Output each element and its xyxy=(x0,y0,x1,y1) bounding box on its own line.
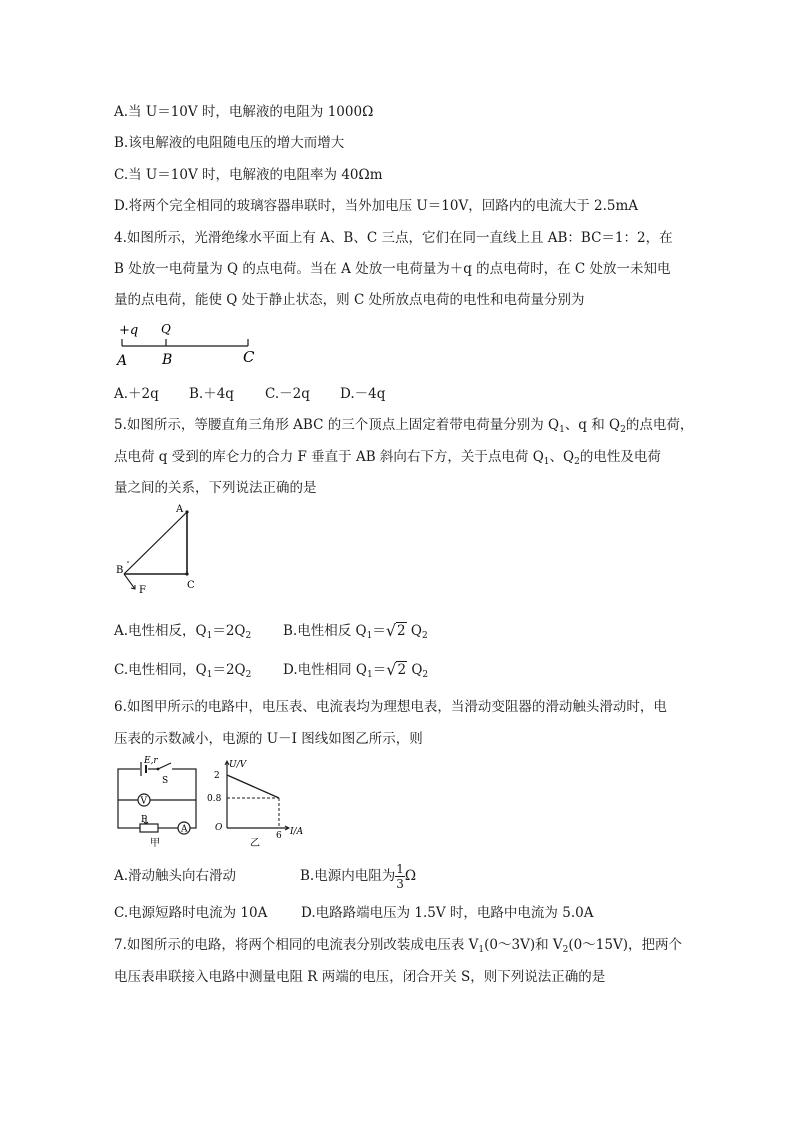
q5-option-d xyxy=(283,660,428,685)
q5-edge-ab xyxy=(124,512,187,574)
q7-l1-post: (0～15V)，把两个 xyxy=(568,937,682,953)
q5-c-pre: C.电性相同，Q xyxy=(114,662,207,678)
q4-label-c: C xyxy=(243,348,255,366)
q5-b-mid: ＝ xyxy=(372,623,386,639)
q6-origin: O xyxy=(215,823,223,833)
q6-option-d: D.电路路端电压为 1.5V 时，电路中电流为 5.0A xyxy=(301,905,594,921)
q6-voltmeter-label: V xyxy=(140,796,147,807)
q5-b-sub2: 2 xyxy=(421,631,428,641)
q6-caption-yi: 乙 xyxy=(250,838,260,848)
q5-a-pre: A.电性相反，Q xyxy=(114,623,207,639)
q7-stem-line2: 电压表串联接入电路中测量电阻 R 两端的电压，闭合开关 S，则下列说法正确的是 xyxy=(114,969,606,985)
q5-a-mid: ＝2Q xyxy=(212,623,246,639)
q6-switch-pivot xyxy=(157,768,160,771)
q5-l1-sub1: 1 xyxy=(559,425,565,435)
q4-option-c: C.－2q xyxy=(265,386,310,402)
q5-d-post: Q xyxy=(407,662,423,678)
q6-y-label: U/V xyxy=(229,760,247,770)
q5-l1-text: 5.如图所示，等腰直角三角形 ABC 的三个顶点上固定着带电荷量分别为 Q xyxy=(114,417,560,433)
q6-option-c: C.电源短路时电流为 10A xyxy=(114,905,268,921)
q4-label-a: A xyxy=(117,353,128,369)
q6-circuit-frame xyxy=(118,769,196,828)
q5-stem-line3: 量之间的关系，下列说法正确的是 xyxy=(114,480,317,496)
q5-point-a xyxy=(185,510,188,513)
q5-l1-post: 的点电荷， xyxy=(625,417,694,433)
q5-d-sub1: 1 xyxy=(367,670,373,680)
q5-c-sub2: 2 xyxy=(245,670,252,680)
q5-a-sub1: 1 xyxy=(206,631,213,641)
q5-stem-line2 xyxy=(114,447,661,472)
q5-l2-sub2: 2 xyxy=(574,457,580,467)
q7-l1-sub2: 2 xyxy=(562,945,569,955)
q6-switch-gap xyxy=(158,766,172,772)
q6-rheostat-label: P xyxy=(141,815,148,825)
q5-dot-mark xyxy=(127,561,129,563)
q6-stem-line1: 6.如图甲所示的电路中，电压表、电流表均为理想电表，当滑动变阻器的滑动触头滑动时，电 xyxy=(114,699,667,715)
q7-stem-line1 xyxy=(114,935,682,960)
q5-label-a: A xyxy=(176,504,184,515)
q3-option-c: C.当 U＝10V 时，电解液的电阻率为 40Ωm xyxy=(114,167,383,183)
q4-stem-line1: 4.如图所示，光滑绝缘水平面上有 A、B、C 三点，它们在同一直线上且 AB：BC＝1：2，在 xyxy=(114,230,673,246)
q6-figure-circuit xyxy=(110,756,205,848)
q6-b-unit: Ω xyxy=(404,868,417,884)
q6-ammeter-label: A xyxy=(181,824,188,835)
q3-option-b: B.该电解液的电阻随电压的增大而增大 xyxy=(114,135,345,151)
q6-figure-ui-graph xyxy=(206,756,316,848)
q5-d-pre: D.电性相同 Q xyxy=(283,662,367,678)
q5-d-sub2: 2 xyxy=(422,670,429,680)
q4-stem-line3: 量的点电荷，能使 Q 处于静止状态，则 C 处所放点电荷的电性和电荷量分别为 xyxy=(114,292,585,308)
q6-option-b xyxy=(300,858,416,894)
q6-y-tick-mid: 0.8 xyxy=(207,794,222,804)
q5-option-c xyxy=(114,660,251,685)
q6-option-a: A.滑动触头向右滑动 xyxy=(114,868,237,884)
q5-stem-line1 xyxy=(114,415,693,440)
q6-x-label: I/A xyxy=(290,827,304,837)
q5-d-radicand: 2 xyxy=(397,662,407,678)
q4-charge-a: +q xyxy=(119,323,139,338)
q6-source-label: E,r xyxy=(144,756,158,766)
q5-b-radicand: 2 xyxy=(397,623,406,639)
q5-d-mid: ＝ xyxy=(372,662,387,678)
q6-b-denominator: 3 xyxy=(396,877,404,891)
q6-caption-jia: 甲 xyxy=(150,838,160,848)
q6-b-fraction xyxy=(395,862,405,891)
q6-x-tick-end: 6 xyxy=(276,831,282,841)
q7-l1-text: 7.如图所示的电路，将两个相同的电流表分别改装成电压表 V xyxy=(114,937,479,953)
q6-switch-label: S xyxy=(162,776,169,786)
q5-d-sqrt: √2 xyxy=(386,660,407,679)
q7-l1-mid: (0～3V)和 V xyxy=(484,937,563,953)
q4-option-a: A.＋2q xyxy=(114,386,159,402)
q5-l1-mid: 、q 和 Q xyxy=(564,417,621,433)
q5-b-sqrt: √2 xyxy=(385,621,406,640)
q5-l2-post: 的电性及电荷 xyxy=(579,449,661,465)
q6-ui-line xyxy=(227,775,279,798)
q5-force-arrow xyxy=(124,574,135,589)
q5-label-b: B xyxy=(116,565,124,576)
q4-stem-line2: B 处放一电荷量为 Q 的点电荷。当在 A 处放一电荷量为＋q 的点电荷时，在 C 处放一未知电 xyxy=(114,261,671,277)
q7-l1-sub1: 1 xyxy=(478,945,485,955)
q5-b-pre: B.电性相反 Q xyxy=(283,623,367,639)
q4-option-d: D.－4q xyxy=(340,386,386,402)
q5-l2-mid: 、Q xyxy=(549,449,575,465)
q6-rheostat-icon xyxy=(140,824,158,832)
q5-l1-sub2: 2 xyxy=(620,425,626,435)
q5-option-b xyxy=(283,621,428,646)
q5-l2-text: 点电荷 q 受到的库仑力的合力 F 垂直于 AB 斜向右下方，关于点电荷 Q xyxy=(114,449,544,465)
q6-b-text: B.电源内电阻为 xyxy=(300,868,396,884)
q5-b-post: Q xyxy=(406,623,422,639)
q4-figure-line-abc xyxy=(110,318,270,370)
q3-option-d: D.将两个完全相同的玻璃容器串联时，当外加电压 U＝10V，回路内的电流大于 2.5mA xyxy=(114,198,639,214)
q6-b-numerator: 1 xyxy=(396,862,404,876)
q5-c-sub1: 1 xyxy=(206,670,213,680)
q5-b-sub1: 1 xyxy=(366,631,373,641)
q5-l2-sub1: 1 xyxy=(543,457,550,467)
q5-point-c xyxy=(185,572,188,575)
q5-figure-triangle xyxy=(108,500,208,600)
q5-option-a xyxy=(114,621,251,646)
q5-label-c: C xyxy=(187,580,195,591)
q5-label-f: F xyxy=(139,585,146,596)
q4-option-b: B.＋4q xyxy=(189,386,234,402)
q6-y-tick-top: 2 xyxy=(214,771,220,781)
q4-label-b: B xyxy=(162,352,173,368)
q5-c-mid: ＝2Q xyxy=(212,662,246,678)
q6-stem-line2: 压表的示数减小，电源的 U－I 图线如图乙所示，则 xyxy=(114,731,423,747)
q3-option-a: A.当 U＝10V 时，电解液的电阻为 1000Ω xyxy=(114,104,374,120)
q5-a-sub2: 2 xyxy=(245,631,252,641)
q4-charge-b: Q xyxy=(161,322,171,336)
